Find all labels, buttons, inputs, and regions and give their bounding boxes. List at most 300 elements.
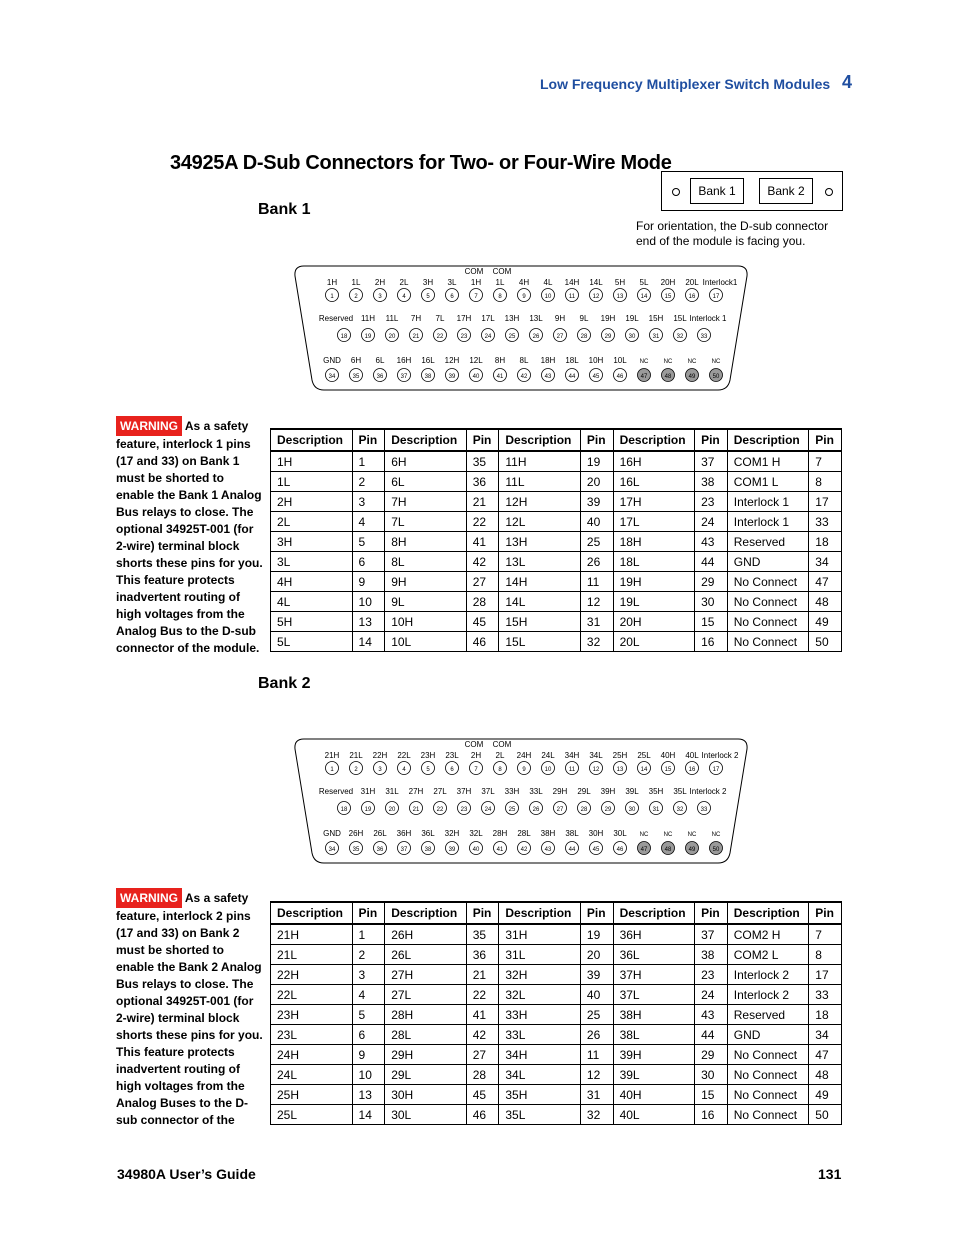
column-header-description: Description (613, 902, 695, 924)
cell-description: 33H (499, 1005, 581, 1025)
pin-number: 26 (532, 807, 540, 813)
cell-description: 27H (385, 965, 467, 985)
cell-description: No Connect (727, 1085, 809, 1105)
cell-pin: 23 (695, 492, 728, 512)
pin-label: 32L (469, 829, 483, 838)
pin-number: 43 (544, 374, 552, 380)
cell-pin: 25 (580, 532, 613, 552)
cell-pin: 44 (695, 1025, 728, 1045)
pin-number: 30 (628, 807, 636, 813)
pin-number: 18 (340, 334, 348, 340)
cell-description: No Connect (727, 1065, 809, 1085)
cell-description: 9L (385, 592, 467, 612)
pin-label: 18H (540, 356, 556, 365)
cell-pin: 22 (466, 985, 499, 1005)
running-header: Low Frequency Multiplexer Switch Modules (540, 76, 831, 92)
cell-pin: 15 (695, 612, 728, 632)
cell-pin: 49 (809, 1085, 842, 1105)
cell-pin: 17 (809, 965, 842, 985)
cell-pin: 10 (352, 592, 385, 612)
cell-description: 4H (271, 572, 353, 592)
cell-pin: 33 (809, 985, 842, 1005)
cell-description: 22L (271, 985, 353, 1005)
column-header-pin: Pin (809, 429, 842, 451)
pin-number: 7 (474, 767, 478, 773)
pin-label: 34H (564, 751, 580, 760)
pin-number: 45 (592, 374, 600, 380)
bank1-pin-table (270, 428, 842, 652)
cell-pin: 4 (352, 985, 385, 1005)
pin-label: 23H (420, 751, 436, 760)
pin-number: 46 (616, 847, 624, 853)
pin-label: Reserved (318, 787, 354, 796)
column-header-description: Description (385, 429, 467, 451)
cell-pin: 11 (580, 572, 613, 592)
cell-description: No Connect (727, 1105, 809, 1125)
cell-pin: 31 (580, 612, 613, 632)
cell-description: 26L (385, 945, 467, 965)
pin-label: 40L (685, 751, 699, 760)
table-row (271, 472, 842, 492)
pin-number: 32 (676, 807, 684, 813)
cell-description: 5L (271, 632, 353, 652)
pin-label: NC (639, 832, 649, 838)
pin-label: NC (711, 359, 721, 365)
pin-number: 27 (556, 807, 564, 813)
cell-pin: 32 (580, 632, 613, 652)
cell-description: 25H (271, 1085, 353, 1105)
cell-description: 11L (499, 472, 581, 492)
cell-pin: 6 (352, 1025, 385, 1045)
column-header-pin: Pin (580, 429, 613, 451)
cell-description: 2H (271, 492, 353, 512)
table-row (271, 632, 842, 652)
pin-number: 5 (426, 294, 430, 300)
com-label: COM (492, 740, 512, 749)
pin-number: 32 (676, 334, 684, 340)
cell-pin: 12 (580, 1065, 613, 1085)
cell-pin: 13 (352, 612, 385, 632)
pin-label: 31L (385, 787, 399, 796)
pin-number: 40 (472, 847, 480, 853)
pin-number: 11 (568, 767, 576, 773)
cell-description: 37H (613, 965, 695, 985)
cell-pin: 14 (352, 632, 385, 652)
cell-pin: 2 (352, 945, 385, 965)
cell-description: Interlock 2 (727, 985, 809, 1005)
cell-description: 36H (613, 924, 695, 945)
cell-description: 40H (613, 1085, 695, 1105)
cell-pin: 16 (695, 1105, 728, 1125)
footer-guide-title: 34980A User’s Guide (117, 1166, 256, 1182)
table-row (271, 945, 842, 965)
pin-label: 39H (600, 787, 616, 796)
cell-description: 21H (271, 924, 353, 945)
bank2-heading: Bank 2 (258, 675, 311, 692)
pin-number: 36 (376, 847, 384, 853)
table-row (271, 1085, 842, 1105)
pin-label: 3L (447, 278, 457, 287)
pin-label: 5H (614, 278, 626, 287)
pin-number: 45 (592, 847, 600, 853)
cell-pin: 43 (695, 1005, 728, 1025)
pin-label: NC (663, 359, 673, 365)
cell-description: 30H (385, 1085, 467, 1105)
cell-description: 6L (385, 472, 467, 492)
pin-number: 37 (400, 374, 408, 380)
column-header-pin: Pin (809, 902, 842, 924)
cell-pin: 41 (466, 532, 499, 552)
cell-description: 34H (499, 1045, 581, 1065)
pin-label: 10L (613, 356, 627, 365)
cell-pin: 18 (809, 1005, 842, 1025)
pin-label: 2L (399, 278, 409, 287)
pin-label: 22L (397, 751, 411, 760)
pin-number: 3 (378, 767, 382, 773)
cell-pin: 6 (352, 552, 385, 572)
cell-pin: 46 (466, 1105, 499, 1125)
column-header-pin: Pin (352, 902, 385, 924)
cell-description: 15L (499, 632, 581, 652)
cell-description: 10H (385, 612, 467, 632)
cell-pin: 47 (809, 1045, 842, 1065)
bank2-warning-text: As a safety feature, interlock 2 pins (17 and 33) on Bank 2 must be shorted to enable the Bank 2 Analog Bus relays to close. The optional 34925T-001 (for 2-wire) terminal block shorts these pins for you. This feature protects inadvertent routing of high voltages from the Analog Buses to the D-sub connector of the (116, 891, 263, 1127)
pin-number: 40 (472, 374, 480, 380)
cell-description: No Connect (727, 572, 809, 592)
com-label: COM (464, 740, 484, 749)
pin-number: 49 (688, 847, 696, 853)
cell-description: 23H (271, 1005, 353, 1025)
cell-description: 2L (271, 512, 353, 532)
table-row (271, 512, 842, 532)
pin-number: 17 (712, 767, 720, 773)
cell-description: 3H (271, 532, 353, 552)
cell-description: No Connect (727, 612, 809, 632)
pin-label: 19L (625, 314, 639, 323)
pin-number: 8 (498, 767, 502, 773)
cell-description: 39H (613, 1045, 695, 1065)
pin-label: 17H (456, 314, 472, 323)
chapter-number: 4 (842, 72, 853, 92)
cell-description: 7L (385, 512, 467, 532)
pin-label: 33L (529, 787, 543, 796)
cell-pin: 24 (695, 512, 728, 532)
bank1-warning (116, 416, 264, 657)
cell-description: 31H (499, 924, 581, 945)
cell-description: 16H (613, 451, 695, 472)
column-header-pin: Pin (580, 902, 613, 924)
cell-pin: 29 (695, 572, 728, 592)
cell-description: 31L (499, 945, 581, 965)
cell-description: COM2 H (727, 924, 809, 945)
cell-pin: 23 (695, 965, 728, 985)
cell-pin: 35 (466, 451, 499, 472)
mount-hole-icon (672, 188, 680, 196)
cell-pin: 3 (352, 965, 385, 985)
cell-pin: 5 (352, 1005, 385, 1025)
cell-description: 18H (613, 532, 695, 552)
cell-pin: 45 (466, 612, 499, 632)
cell-description: Interlock 1 (727, 492, 809, 512)
pin-number: 14 (640, 767, 648, 773)
cell-pin: 15 (695, 1085, 728, 1105)
pin-label: 9L (579, 314, 589, 323)
pin-label: 8H (494, 356, 506, 365)
cell-description: 21L (271, 945, 353, 965)
pin-number: 48 (664, 847, 672, 853)
cell-description: COM2 L (727, 945, 809, 965)
column-header-pin: Pin (466, 902, 499, 924)
cell-pin: 39 (580, 965, 613, 985)
pin-number: 21 (412, 807, 420, 813)
pin-number: 19 (364, 334, 372, 340)
cell-description: 26H (385, 924, 467, 945)
table-header-row (271, 902, 842, 924)
cell-description: 35H (499, 1085, 581, 1105)
pin-number: 24 (484, 807, 492, 813)
bank2-warning (116, 888, 264, 1129)
pin-number: 31 (652, 807, 660, 813)
pin-number: 8 (498, 294, 502, 300)
pin-number: 13 (616, 767, 624, 773)
cell-pin: 42 (466, 552, 499, 572)
column-header-description: Description (271, 902, 353, 924)
cell-description: Interlock 1 (727, 512, 809, 532)
pin-number: 47 (640, 374, 648, 380)
cell-description: Interlock 2 (727, 965, 809, 985)
cell-pin: 7 (809, 924, 842, 945)
cell-pin: 50 (809, 1105, 842, 1125)
pin-label: 31H (360, 787, 376, 796)
cell-pin: 50 (809, 632, 842, 652)
bank1-dsub-connector (290, 262, 752, 394)
cell-pin: 43 (695, 532, 728, 552)
pin-label: 9H (554, 314, 566, 323)
cell-pin: 12 (580, 592, 613, 612)
pin-label: NC (711, 832, 721, 838)
pin-number: 15 (664, 294, 672, 300)
cell-pin: 31 (580, 1085, 613, 1105)
cell-description: 7H (385, 492, 467, 512)
cell-pin: 28 (466, 1065, 499, 1085)
cell-pin: 10 (352, 1065, 385, 1085)
pin-label: 5L (639, 278, 649, 287)
cell-pin: 3 (352, 492, 385, 512)
pin-number: 16 (688, 767, 696, 773)
pin-number: 27 (556, 334, 564, 340)
cell-description: 17L (613, 512, 695, 532)
pin-label: 25L (637, 751, 651, 760)
pin-label: 40H (660, 751, 676, 760)
table-row (271, 1105, 842, 1125)
cell-description: 4L (271, 592, 353, 612)
bank2-box: Bank 2 (759, 178, 813, 204)
cell-description: No Connect (727, 632, 809, 652)
pin-label: 23L (445, 751, 459, 760)
pin-label: 39L (625, 787, 639, 796)
pin-number: 50 (712, 847, 720, 853)
cell-description: 25L (271, 1105, 353, 1125)
cell-description: 34L (499, 1065, 581, 1085)
pin-label: 21H (324, 751, 340, 760)
cell-description: COM1 L (727, 472, 809, 492)
cell-description: 10L (385, 632, 467, 652)
bank1-heading: Bank 1 (258, 201, 311, 218)
pin-number: 5 (426, 767, 430, 773)
pin-label: 6L (375, 356, 385, 365)
pin-label: 20L (685, 278, 699, 287)
pin-label: 37L (481, 787, 495, 796)
cell-description: 40L (613, 1105, 695, 1125)
cell-description: 8L (385, 552, 467, 572)
cell-pin: 48 (809, 1065, 842, 1085)
pin-label: Interlock 1 (689, 314, 727, 323)
cell-pin: 11 (580, 1045, 613, 1065)
cell-pin: 38 (695, 945, 728, 965)
cell-description: 38L (613, 1025, 695, 1045)
pin-number: 1 (330, 767, 334, 773)
page-title: 34925A D-Sub Connectors for Two- or Four-Wire Mode (170, 152, 672, 174)
pin-number: 34 (328, 374, 336, 380)
cell-pin: 9 (352, 1045, 385, 1065)
pin-number: 19 (364, 807, 372, 813)
pin-number: 47 (640, 847, 648, 853)
cell-pin: 32 (580, 1105, 613, 1125)
pin-number: 25 (508, 807, 516, 813)
cell-description: 1L (271, 472, 353, 492)
pin-label: Reserved (318, 314, 354, 323)
pin-number: 31 (652, 334, 660, 340)
cell-description: 3L (271, 552, 353, 572)
cell-description: 12L (499, 512, 581, 532)
pin-label: 12L (469, 356, 483, 365)
column-header-description: Description (499, 429, 581, 451)
pin-label: 22H (372, 751, 388, 760)
pin-number: 12 (592, 294, 600, 300)
table-row (271, 552, 842, 572)
pin-number: 13 (616, 294, 624, 300)
pin-number: 37 (400, 847, 408, 853)
pin-number: 42 (520, 847, 528, 853)
pin-label: 8L (519, 356, 529, 365)
pin-label: NC (687, 359, 697, 365)
pin-label: 30H (588, 829, 604, 838)
cell-pin: 45 (466, 1085, 499, 1105)
bank1-warning-text: As a safety feature, interlock 1 pins (17 and 33) on Bank 1 must be shorted to enable the Bank 1 Analog Bus relays to close. The optional 34925T-001 (for 2-wire) terminal block shorts these pins for you. This feature protects inadvertent routing of high voltages from the Analog Bus to the D-sub connector of the module. (116, 419, 263, 655)
cell-description: 28L (385, 1025, 467, 1045)
pin-number: 22 (436, 334, 444, 340)
table-row (271, 965, 842, 985)
cell-description: 6H (385, 451, 467, 472)
pin-number: 43 (544, 847, 552, 853)
pin-number: 12 (592, 767, 600, 773)
cell-description: 35L (499, 1105, 581, 1125)
pin-number: 29 (604, 334, 612, 340)
cell-pin: 14 (352, 1105, 385, 1125)
cell-description: 12H (499, 492, 581, 512)
cell-description: 20L (613, 632, 695, 652)
pin-number: 4 (402, 767, 406, 773)
pin-number: 14 (640, 294, 648, 300)
com-label: COM (492, 267, 512, 276)
table-row (271, 1045, 842, 1065)
table-header-row (271, 429, 842, 451)
column-header-description: Description (727, 902, 809, 924)
cell-pin: 39 (580, 492, 613, 512)
cell-description: 22H (271, 965, 353, 985)
pin-label: GND (323, 829, 341, 838)
column-header-description: Description (727, 429, 809, 451)
cell-description: 24H (271, 1045, 353, 1065)
cell-pin: 24 (695, 985, 728, 1005)
pin-label: 4L (543, 278, 553, 287)
pin-number: 2 (354, 294, 358, 300)
pin-label: 29L (577, 787, 591, 796)
table-row (271, 492, 842, 512)
pin-number: 36 (376, 374, 384, 380)
table-row (271, 612, 842, 632)
pin-label: NC (639, 359, 649, 365)
pin-label: 20H (660, 278, 676, 287)
pin-label: 4H (518, 278, 530, 287)
cell-description: 13H (499, 532, 581, 552)
table-row (271, 924, 842, 945)
pin-number: 6 (450, 294, 454, 300)
pin-label: 14L (589, 278, 603, 287)
pin-label: 21L (349, 751, 363, 760)
bank1-box: Bank 1 (690, 178, 744, 204)
table-row (271, 592, 842, 612)
cell-pin: 33 (809, 512, 842, 532)
cell-description: 27L (385, 985, 467, 1005)
pin-label: 2H (374, 278, 386, 287)
cell-description: No Connect (727, 1045, 809, 1065)
pin-number: 46 (616, 374, 624, 380)
pin-number: 41 (496, 374, 504, 380)
pin-label: NC (687, 832, 697, 838)
pin-label: 27L (433, 787, 447, 796)
pin-number: 25 (508, 334, 516, 340)
warning-badge: WARNING (116, 888, 182, 908)
pin-label: 34L (589, 751, 603, 760)
pin-number: 16 (688, 294, 696, 300)
cell-description: 1H (271, 451, 353, 472)
cell-pin: 19 (580, 451, 613, 472)
pin-number: 7 (474, 294, 478, 300)
cell-pin: 40 (580, 512, 613, 532)
pin-label: 26L (373, 829, 387, 838)
table-row (271, 532, 842, 552)
pin-label: 12H (444, 356, 460, 365)
cell-pin: 20 (580, 945, 613, 965)
cell-description: 19H (613, 572, 695, 592)
cell-description: 23L (271, 1025, 353, 1045)
pin-label: 13H (504, 314, 520, 323)
pin-number: 26 (532, 334, 540, 340)
pin-number: 35 (352, 847, 360, 853)
cell-pin: 34 (809, 552, 842, 572)
column-header-pin: Pin (466, 429, 499, 451)
cell-description: 20H (613, 612, 695, 632)
bank2-pin-table (270, 901, 842, 1125)
pin-number: 9 (522, 294, 526, 300)
cell-pin: 36 (466, 472, 499, 492)
pin-number: 15 (664, 767, 672, 773)
cell-pin: 30 (695, 592, 728, 612)
column-header-description: Description (499, 902, 581, 924)
cell-pin: 41 (466, 1005, 499, 1025)
cell-description: GND (727, 552, 809, 572)
